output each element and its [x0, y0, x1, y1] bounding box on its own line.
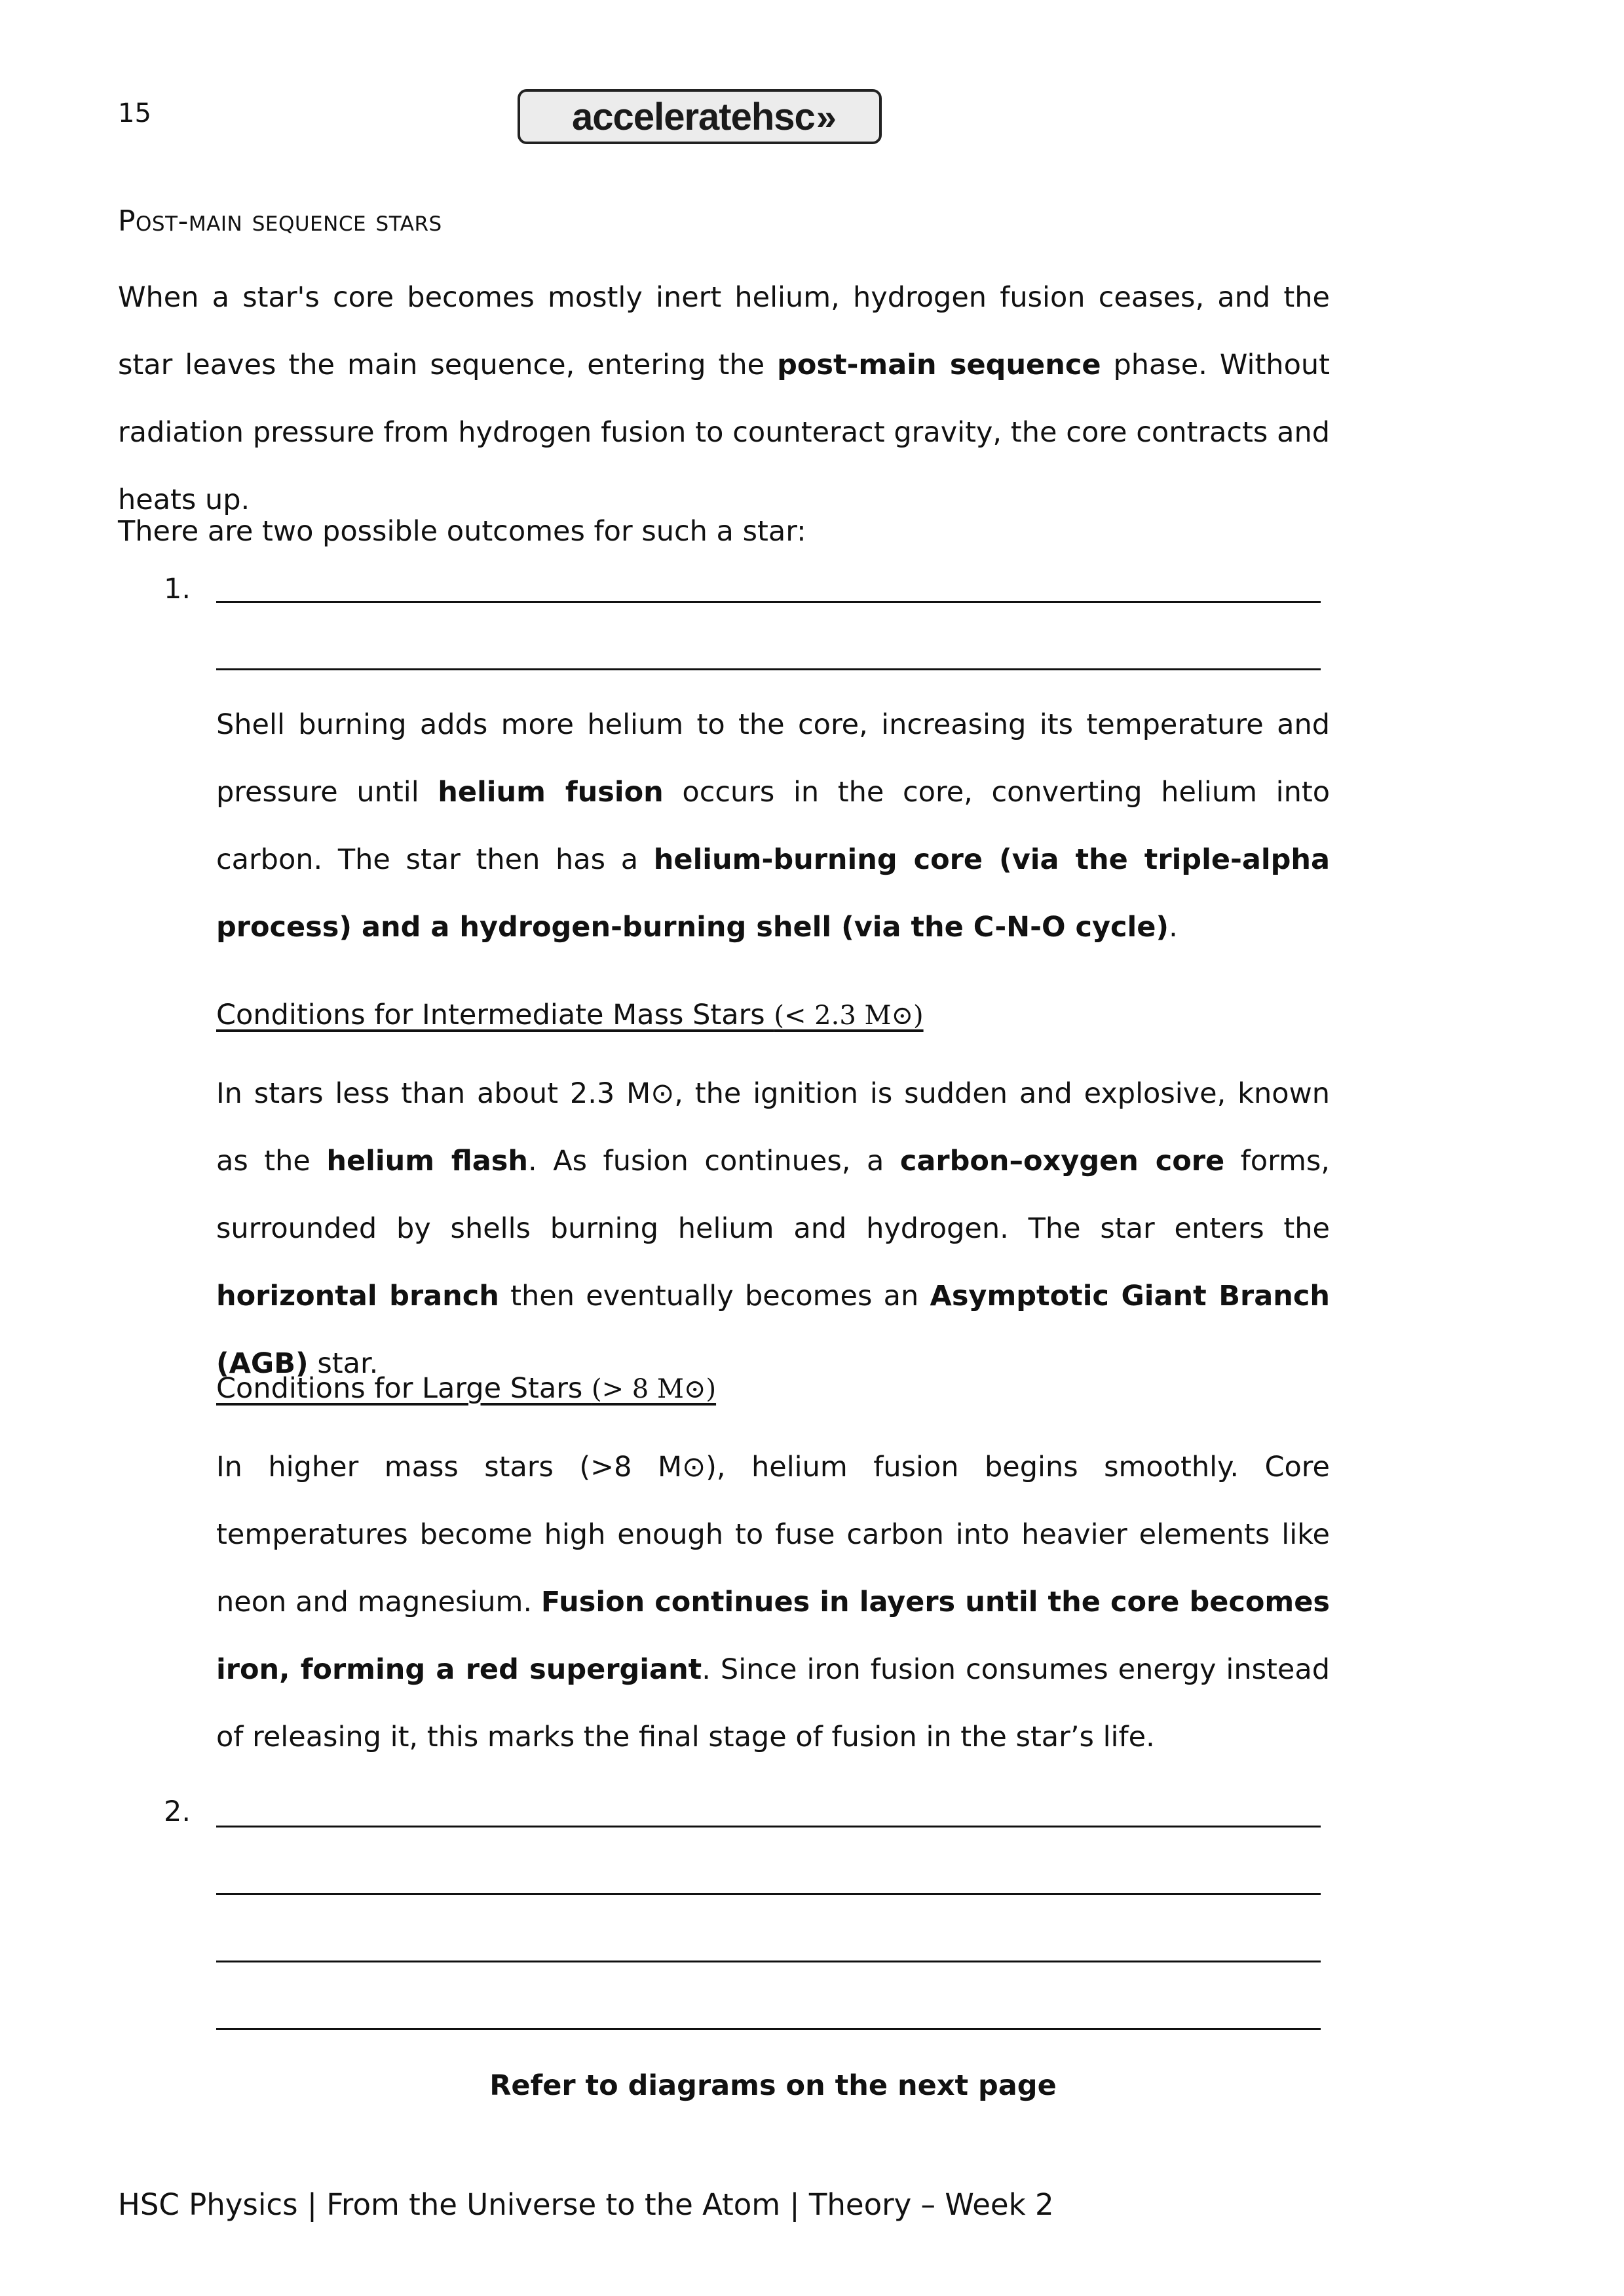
intermediate-bold-2: carbon–oxygen core — [899, 1145, 1225, 1177]
double-chevron-icon: » — [816, 96, 827, 138]
intermediate-mass-heading — [216, 999, 924, 1031]
logo-text: acceleratehsc — [572, 95, 815, 138]
large-stars-paragraph — [216, 1434, 1330, 1771]
intermediate-text-4: then eventually becomes an — [499, 1280, 930, 1312]
intermediate-text-5: star. — [308, 1347, 379, 1380]
intermediate-text-3: forms, surrounded by shells burning helium and hydrogen. The star enters the — [216, 1145, 1330, 1245]
large-heading-text: Conditions for Large Stars — [216, 1372, 592, 1405]
large-text-2: . Since iron fusion consumes energy instead of releasing it, this marks the final stage of fusion in the star’s life. — [216, 1653, 1330, 1753]
shell-bold-1: helium fusion — [438, 776, 664, 809]
page-number: 15 — [118, 98, 151, 128]
outcomes-intro: There are two possible outcomes for such a star: — [118, 515, 806, 548]
answer-line[interactable] — [216, 1961, 1321, 1962]
intro-bold-term: post-main sequence — [777, 349, 1101, 381]
answer-line[interactable] — [216, 1893, 1321, 1895]
shell-text-1: Shell burning adds more helium to the core, increasing its temperature and pressure until — [216, 708, 1330, 809]
intermediate-heading-text: Conditions for Intermediate Mass Stars — [216, 999, 774, 1031]
shell-burning-paragraph — [216, 691, 1330, 961]
section-title: Post-main sequence stars — [118, 204, 442, 238]
shell-text-2: occurs in the core, converting helium into carbon. The star then has a — [216, 776, 1331, 876]
shell-text-3: . — [1169, 911, 1178, 944]
page-footer: HSC Physics | From the Universe to the Atom | Theory – Week 2 — [118, 2187, 1054, 2222]
answer-line[interactable] — [216, 1826, 1321, 1827]
intermediate-bold-1: helium flash — [326, 1145, 528, 1177]
answer-line[interactable] — [216, 601, 1321, 603]
large-bold-1: Fusion continues in layers until the core becomes iron, forming a red supergiant — [216, 1586, 1330, 1686]
shell-bold-2: helium-burning core (via the triple-alpha process) and a hydrogen-burning shell (via the C-N-O cycle) — [216, 843, 1330, 944]
item-2-number: 2. — [164, 1795, 191, 1828]
intro-text-1: When a star's core becomes mostly inert helium, hydrogen fusion ceases, and the star leaves the main sequence, entering the — [118, 281, 1330, 381]
answer-line[interactable] — [216, 2028, 1321, 2030]
item-1-number: 1. — [164, 573, 191, 605]
intro-paragraph — [118, 264, 1330, 534]
intermediate-mass-paragraph — [216, 1060, 1330, 1398]
intro-text-2: phase. Without radiation pressure from hydrogen fusion to counteract gravity, the core contracts and heats up. — [118, 349, 1330, 516]
brand-logo — [518, 89, 882, 144]
intermediate-bold-3: horizontal branch — [216, 1280, 499, 1312]
intermediate-text-2: . As fusion continues, a — [528, 1145, 900, 1177]
large-text-1: In higher mass stars (>8 M⊙), helium fusion begins smoothly. Core temperatures become high enough to fuse carbon into heavier elements like neon and magnesium. — [216, 1451, 1330, 1618]
intermediate-bold-4: Asymptotic Giant Branch (AGB) — [216, 1280, 1330, 1380]
intermediate-text-1: In stars less than about 2.3 M⊙, the ignition is sudden and explosive, known as the — [216, 1077, 1330, 1177]
refer-note: Refer to diagrams on the next page — [489, 2069, 1057, 2102]
answer-line[interactable] — [216, 668, 1321, 670]
intermediate-condition: (< 2.3 M⊙) — [774, 1001, 924, 1031]
large-stars-heading — [216, 1372, 716, 1405]
large-condition: (> 8 M⊙) — [591, 1374, 717, 1404]
